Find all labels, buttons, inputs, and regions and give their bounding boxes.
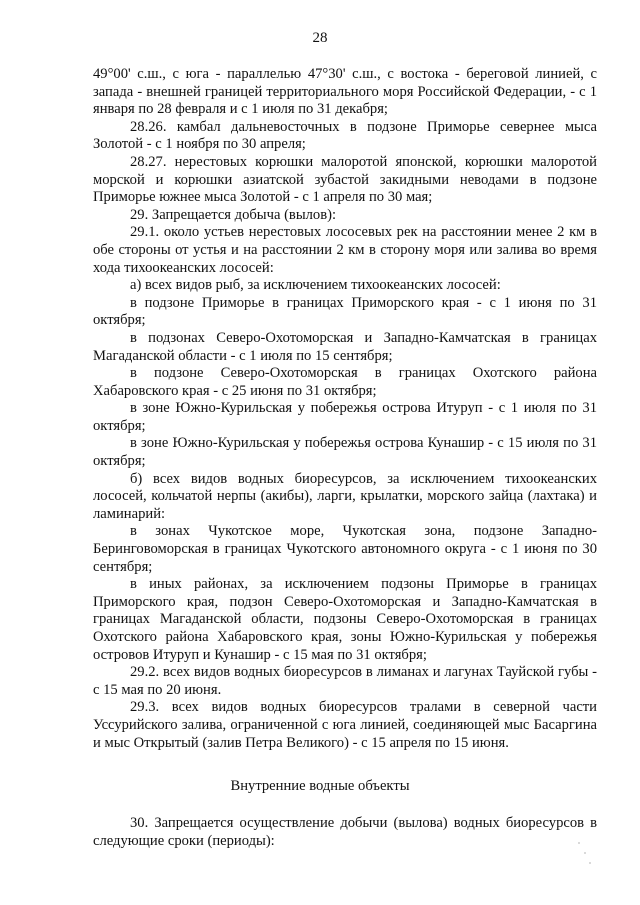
paragraph: 28.26. камбал дальневосточных в подзоне Приморье севернее мыса Золотой - с 1 ноября по 30 апреля; (93, 118, 597, 153)
paragraph: 29.3. всех видов водных биоресурсов тралами в северной части Уссурийского залива, ограниченной с юга линией, соединяющей мыс Басаргина и мыс Открытый (залив Петра Великого) - с 15 апреля по 15 июня. (93, 699, 597, 751)
paragraph: в зоне Южно-Курильская у побережья острова Кунашир - с 15 июля по 31 октября; (93, 435, 597, 470)
paragraph: 29.1. около устьев нерестовых лососевых рек на расстоянии менее 2 км в обе стороны от устья и на расстоянии 2 км в сторону моря или залива во время хода тихоокеанских лососей: (93, 224, 597, 276)
section-heading: Внутренние водные объекты (230, 778, 410, 794)
paragraph: в зоне Южно-Курильская у побережья острова Итуруп - с 1 июля по 31 октября; (93, 400, 597, 434)
paragraph: а) всех видов рыб, за исключением тихоокеанских лососей: (130, 277, 501, 294)
paragraph: 30. Запрещается осуществление добычи (вылова) водных биоресурсов в следующие сроки (периоды): (93, 815, 597, 849)
document-tail (93, 815, 597, 850)
paragraph: в подзоне Северо-Охотоморская в границах Охотского района Хабаровского края - с 25 июня по 31 октября; (93, 365, 597, 399)
paragraph: 29.2. всех видов водных биоресурсов в лиманах и лагунах Тауйской губы - с 15 мая по 20 июня. (93, 664, 597, 698)
paragraph: б) всех видов водных биоресурсов, за исключением тихоокеанских лососей, кольчатой нерпы (акибы), ларги, крылатки, морского зайца (лахтака) и ламинарий: (93, 470, 597, 522)
paragraph: 29. Запрещается добыча (вылов): (130, 206, 337, 223)
scan-speck (589, 862, 591, 864)
paragraph: в иных районах, за исключением подзоны Приморье в границах Приморского края, подзон Северо-Охотоморская и Западно-Камчатская в границах Магаданской области, подзоны Северо-Охотоморская в границах Охотского района Хабаровского края, зоны Южно-Курильская у побережья островов Итуруп и Кунашир - с 15 мая по 31 октября; (93, 576, 597, 663)
paragraph: в подзонах Северо-Охотоморская и Западно-Камчатская в границах Магаданской области - с 1 июля по 15 сентября; (93, 329, 597, 364)
document-body (93, 66, 597, 752)
paragraph: 28.27. нерестовых корюшки малоротой японской, корюшки малоротой морской и корюшки азиатской зубастой закидными неводами в подзоне Приморье южнее мыса Золотой - с 1 апреля по 30 мая; (93, 153, 597, 206)
paragraph: в подзоне Приморье в границах Приморского края - с 1 июня по 31 октября; (93, 294, 597, 329)
page-number: 28 (312, 30, 328, 46)
paragraph: 49°00' с.ш., с юга - параллелью 47°30' с.ш., с востока - береговой линией, с запада - внешней границей территориального моря Российской Федерации, - с 1 января по 28 февраля и с 1 июля по 31 декабря; (93, 66, 597, 118)
paragraph: в зонах Чукотское море, Чукотская зона, подзоне Западно-Беринговоморская в границах Чукотского автономного округа - с 1 июня по 30 сентября; (93, 523, 597, 575)
scan-speck (578, 842, 580, 844)
scan-speck (584, 852, 586, 854)
